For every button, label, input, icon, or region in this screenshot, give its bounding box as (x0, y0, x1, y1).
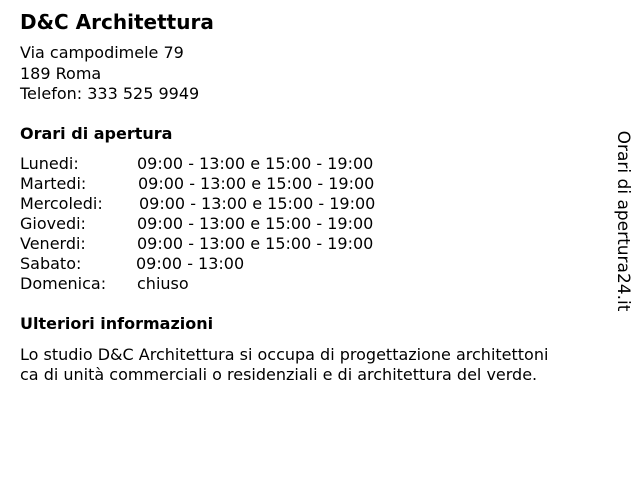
description-line: ca di unità commerciali o residenziali e di architettura del verde. (20, 365, 538, 384)
hours-row-friday (20, 234, 375, 254)
hours-row-thursday (20, 214, 375, 234)
day-label: Giovedi: (20, 214, 86, 233)
time-range: 09:00 - 13:00 (136, 254, 245, 273)
day-label: Domenica: (20, 274, 107, 293)
hours-row-monday (20, 154, 375, 174)
time-range: chiuso (137, 274, 189, 293)
address-block (20, 43, 199, 105)
hours-row-wednesday (20, 194, 375, 214)
time-range: 09:00 - 13:00 e 15:00 - 19:00 (139, 194, 376, 213)
opening-hours-table (20, 154, 375, 294)
site-watermark: Orari di apertura24.it (613, 130, 633, 312)
day-label: Sabato: (20, 254, 82, 273)
street-address: Via campodimele 79 (20, 43, 184, 62)
time-range: 09:00 - 13:00 e 15:00 - 19:00 (137, 234, 374, 253)
phone-number: Telefon: 333 525 9949 (20, 84, 200, 103)
business-description (20, 345, 620, 385)
time-range: 09:00 - 13:00 e 15:00 - 19:00 (137, 154, 374, 173)
time-range: 09:00 - 13:00 e 15:00 - 19:00 (138, 174, 375, 193)
day-label: Lunedi: (20, 154, 79, 173)
time-range: 09:00 - 13:00 e 15:00 - 19:00 (137, 214, 374, 233)
day-label: Mercoledi: (20, 194, 103, 213)
day-label: Venerdi: (20, 234, 86, 253)
hours-row-tuesday (20, 174, 375, 194)
description-line: Lo studio D&C Architettura si occupa di progettazione architettoni (20, 345, 549, 364)
hours-row-saturday (20, 254, 375, 274)
additional-info-heading: Ulteriori informazioni (20, 314, 214, 333)
hours-row-sunday (20, 274, 375, 294)
city-address: 189 Roma (20, 63, 102, 83)
business-name: D&C Architettura (20, 10, 214, 34)
opening-hours-heading: Orari di apertura (20, 124, 173, 143)
day-label: Martedi: (20, 174, 87, 193)
